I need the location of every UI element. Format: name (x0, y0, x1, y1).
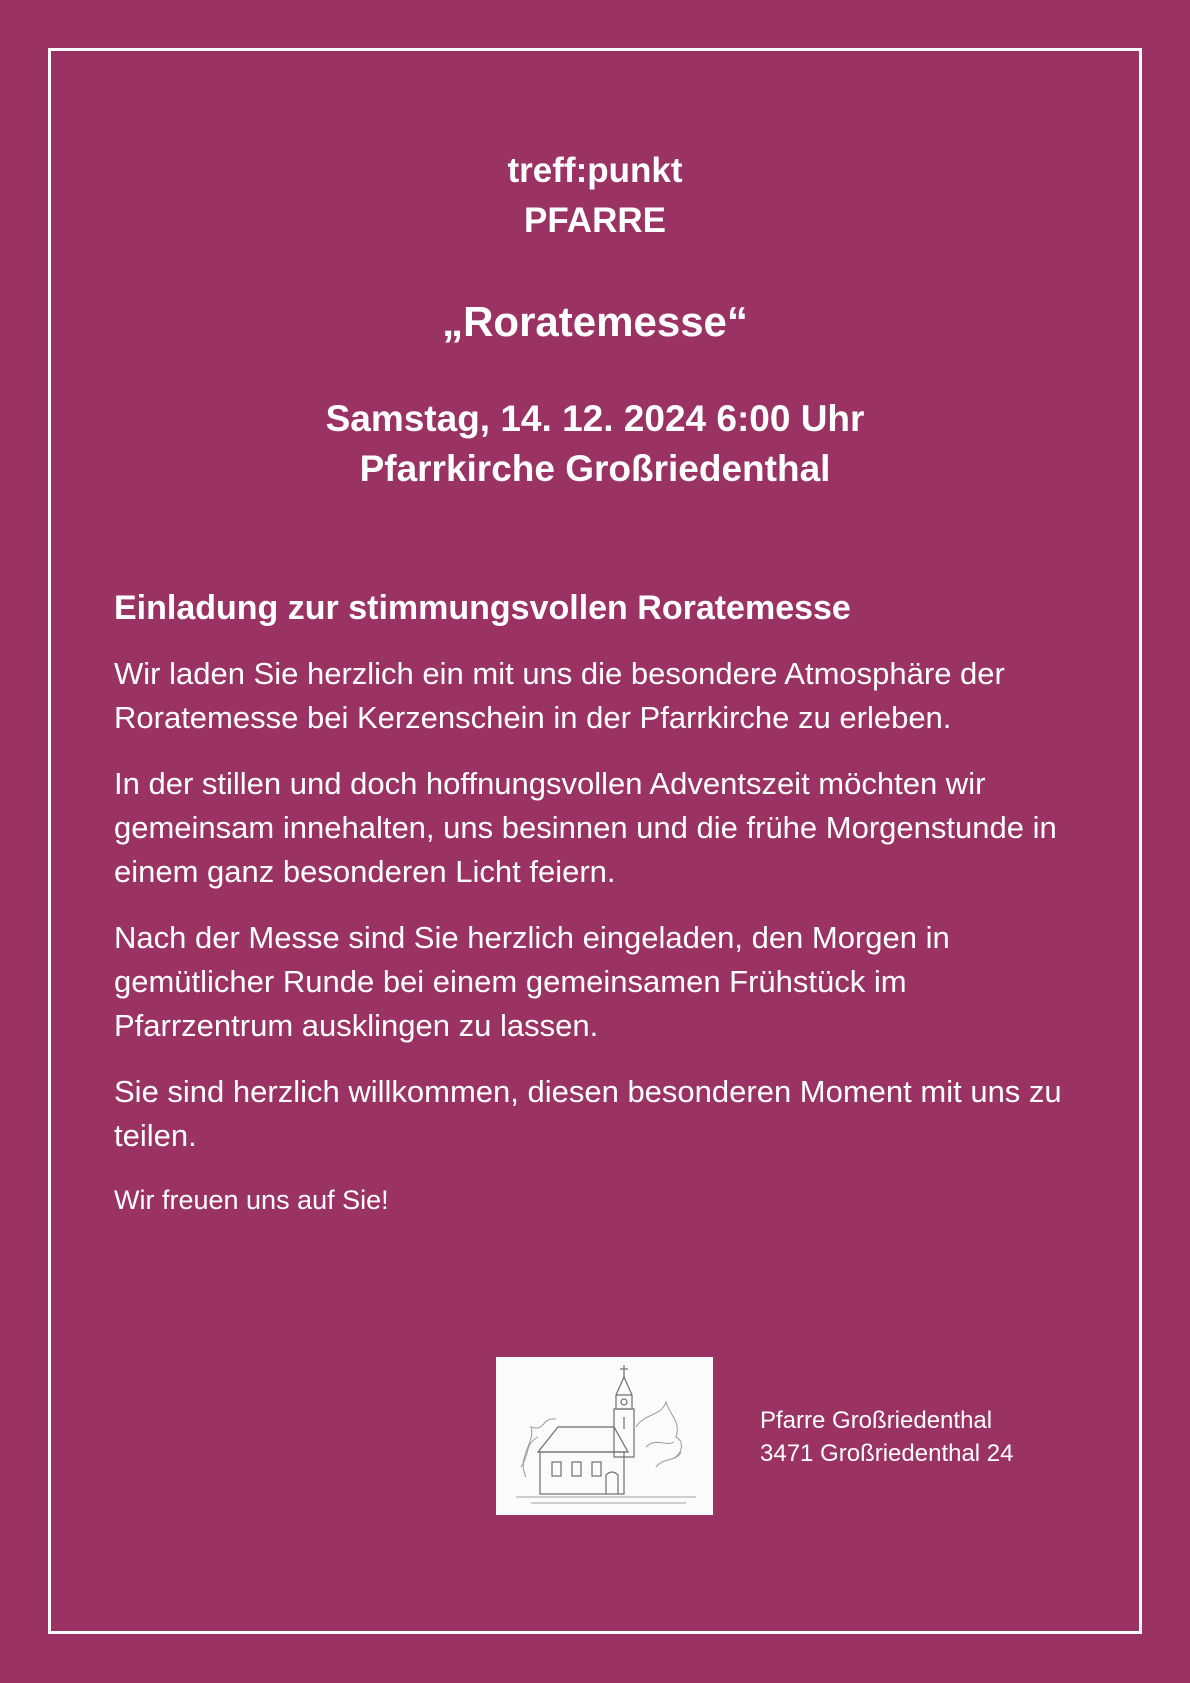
event-title: „Roratemesse“ (442, 298, 748, 345)
invitation-heading: Einladung zur stimmungsvollen Roratemesse (114, 589, 851, 627)
invitation-body (114, 585, 1094, 1220)
invitation-paragraph: Wir laden Sie herzlich ein mit uns die besondere Atmosphäre der Roratemesse bei Kerzenschein in der Pfarrkirche zu erleben. (114, 656, 1005, 735)
parish-name: Pfarre Großriedenthal (760, 1407, 993, 1434)
invitation-paragraph: In der stillen und doch hoffnungsvollen Adventszeit möchten wir gemeinsam innehalten, uns besinnen und die frühe Morgenstunde in einem ganz besonderen Licht feiern. (114, 766, 1057, 889)
brand-line-treffpunkt: treff:punkt (507, 151, 683, 190)
closing-line: Wir freuen uns auf Sie! (114, 1185, 389, 1215)
invitation-paragraph: Nach der Messe sind Sie herzlich eingeladen, den Morgen in gemütlicher Runde bei einem gemeinsamen Frühstück im Pfarrzentrum ausklingen zu lassen. (114, 920, 950, 1043)
church-sketch-icon (496, 1357, 713, 1515)
invitation-paragraph: Sie sind herzlich willkommen, diesen besonderen Moment mit uns zu teilen. (114, 1074, 1062, 1153)
brand-line-pfarre: PFARRE (524, 201, 666, 240)
parish-street-address: 3471 Großriedenthal 24 (760, 1440, 1014, 1467)
event-location: Pfarrkirche Großriedenthal (359, 448, 831, 489)
event-meta (0, 394, 1190, 494)
brand-header (0, 146, 1190, 246)
event-datetime: Samstag, 14. 12. 2024 6:00 Uhr (325, 398, 865, 439)
parish-address (760, 1404, 1014, 1470)
